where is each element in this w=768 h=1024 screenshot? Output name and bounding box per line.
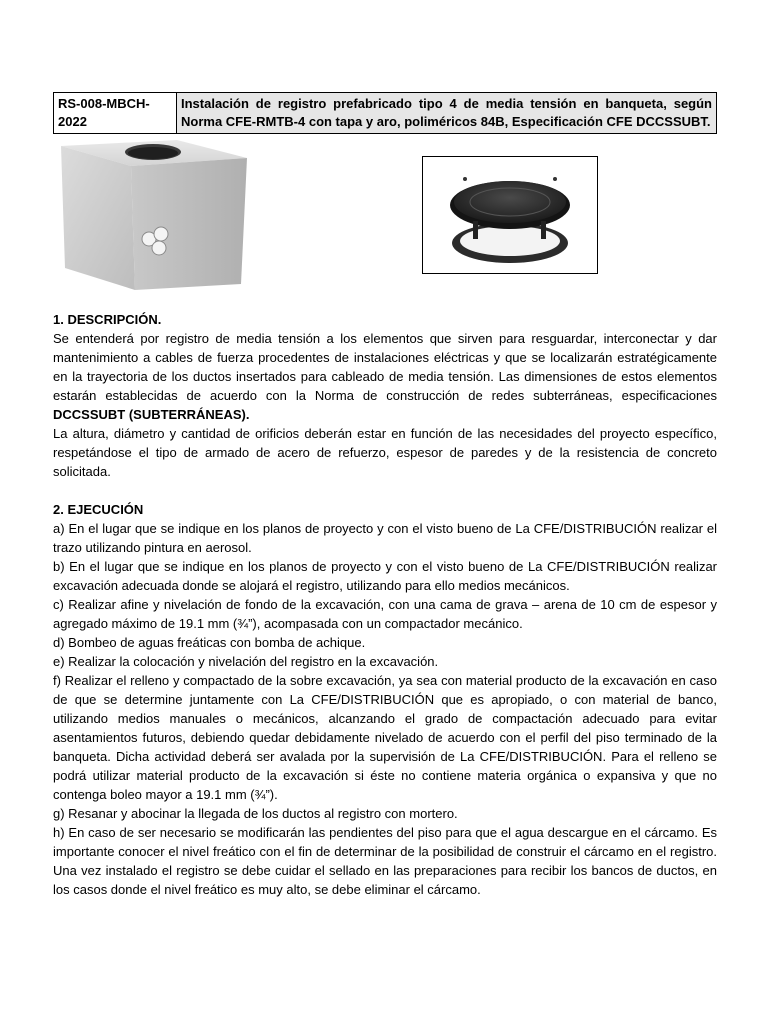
list-item-e: e) Realizar la colocación y nivelación del registro en la excavación. bbox=[53, 654, 439, 669]
section-1-heading: 1. DESCRIPCIÓN. bbox=[53, 312, 162, 327]
list-item-g: g) Resanar y abocinar la llegada de los ductos al registro con mortero. bbox=[53, 806, 458, 821]
concrete-registry-image bbox=[57, 140, 247, 290]
list-item-c: c) Realizar afine y nivelación de fondo de la excavación, con una cama de grava – arena de 10 cm de espesor y agregado máximo de 19.1 mm (¾”), acompasada con un compactador mecánico. bbox=[53, 597, 717, 631]
section-1-p1-text: Se entenderá por registro de media tensión a los elementos que sirven para resguardar, interconectar y dar mantenimiento a cables de fuerza procedentes de instalaciones eléctricas y que se localizarán estratégicamente en la trayectoria de los ductos insertados para cableado de media tensión. Las dimensiones de estos elementos estarán establecidas de acuerdo con la Norma de construcción de redes subterráneas, especificaciones bbox=[53, 331, 717, 403]
body-text bbox=[53, 310, 717, 899]
list-item-b: b) En el lugar que se indique en los planos de proyecto y con el visto bueno de La CFE/DISTRIBUCIÓN realizar excavación adecuada donde se alojará el registro, utilizando para ello medios mecánicos. bbox=[53, 559, 717, 593]
list-item-a: a) En el lugar que se indique en los planos de proyecto y con el visto bueno de La CFE/DISTRIBUCIÓN realizar el trazo utilizando pintura en aerosol. bbox=[53, 521, 717, 555]
spec-title: Instalación de registro prefabricado tipo 4 de media tensión en banqueta, según Norma CFE-RMTB-4 con tapa y aro, poliméricos 84B, Especificación CFE DCCSSUBT. bbox=[177, 93, 717, 134]
cover-ring-image-frame bbox=[422, 156, 598, 274]
section-1-p1-bold: DCCSSUBT (SUBTERRÁNEAS). bbox=[53, 407, 250, 422]
header-table bbox=[53, 92, 717, 134]
spec-code: RS-008-MBCH-2022 bbox=[54, 93, 177, 134]
section-1-paragraph-2: La altura, diámetro y cantidad de orificios deberán estar en función de las necesidades del proyecto específico, respetándose el tipo de armado de acero de refuerzo, espesor de paredes y de la resistencia de concreto solicitada. bbox=[53, 426, 717, 479]
list-item-h: h) En caso de ser necesario se modificarán las pendientes del piso para que el agua descargue en el cárcamo. Es importante conocer el nivel freático con el fin de determinar de la posibilidad de construir el cárcamo en el registro. Una vez instalado el registro se debe cuidar el sellado en las preparaciones para recibir los bancos de ductos, en los casos donde el nivel freático es muy alto, se debe eliminar el cárcamo. bbox=[53, 825, 717, 897]
section-2-heading: 2. EJECUCIÓN bbox=[53, 502, 144, 517]
cover-ring-image bbox=[423, 157, 597, 273]
document-page bbox=[53, 92, 717, 899]
product-images bbox=[53, 140, 717, 310]
list-item-d: d) Bombeo de aguas freáticas con bomba de achique. bbox=[53, 635, 366, 650]
list-item-f: f) Realizar el relleno y compactado de la sobre excavación, ya sea con material producto de la excavación en caso de que se determine juntamente con La CFE/DISTRIBUCIÓN que es apropiado, o con material de banco, utilizando medios manuales o mecánicos, alcanzando el grado de compactación adecuado para evitar asentamientos futuros, debiendo quedar debidamente nivelado de acuerdo con el perfil del piso terminado de la banqueta. Dicha actividad deberá ser avalada por la supervisión de La CFE/DISTRIBUCIÓN. Para el relleno se podrá utilizar material producto de la excavación si éste no contiene materia orgánica o expansiva y que no contenga boleo mayor a 19.1 mm (¾”). bbox=[53, 673, 717, 802]
section-1-paragraph-1 bbox=[53, 329, 717, 424]
